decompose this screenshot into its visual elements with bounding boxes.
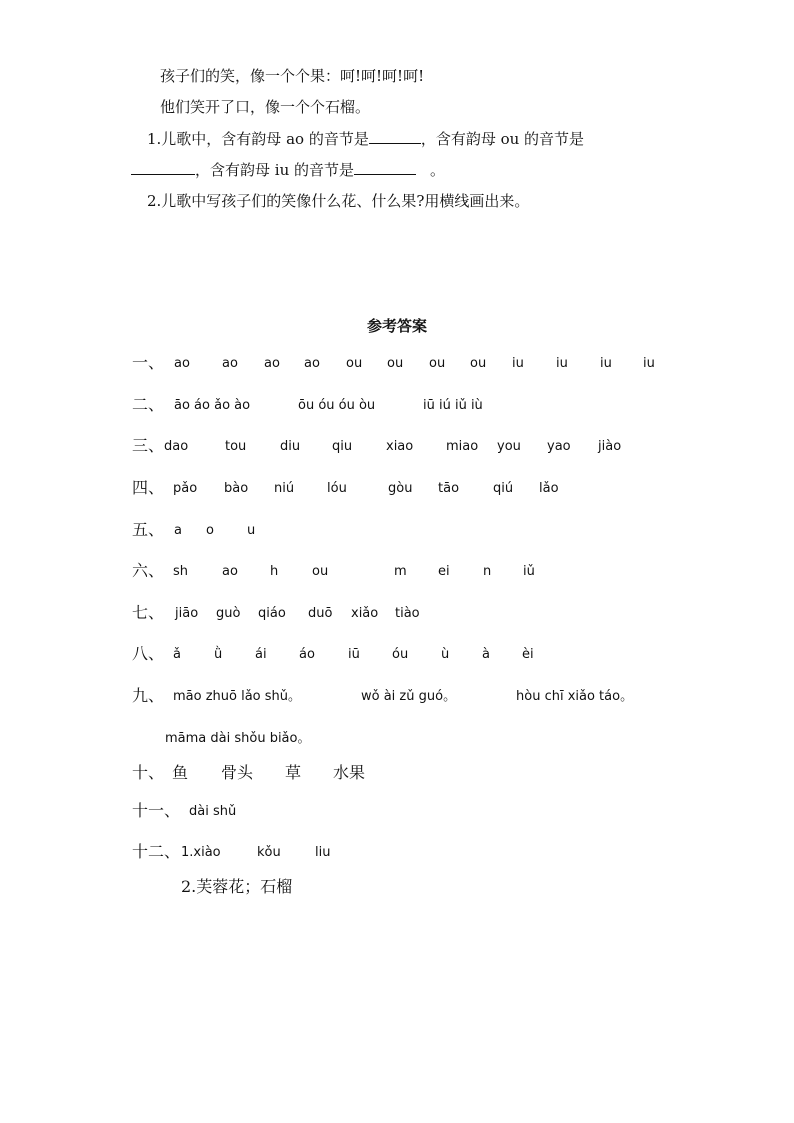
question-1-cont xyxy=(131,160,445,180)
answer-blank-ao[interactable] xyxy=(369,129,421,144)
answer-label: 三、 xyxy=(132,436,165,455)
answer-label: 十、 xyxy=(132,763,165,782)
answer-item: you xyxy=(497,439,521,454)
question-1-part3: ，含有韵母 iu 的音节是 xyxy=(195,161,354,179)
answer-item: ou xyxy=(470,356,487,371)
answer-blank-ou[interactable] xyxy=(131,160,195,175)
answer-item: u xyxy=(247,523,256,538)
answer-item: iū xyxy=(348,647,360,662)
answer-item: 2.芙蓉花；石榴 xyxy=(181,877,293,896)
answer-item: 1.xiào xyxy=(181,845,221,860)
answer-item: h xyxy=(270,564,279,579)
question-2: 2.儿歌中写孩子们的笑像什么花、什么果?用横线画出来。 xyxy=(147,192,530,210)
answer-item: lóu xyxy=(327,481,347,496)
answer-item: iu xyxy=(512,356,524,371)
poem-line-2: 他们笑开了口，像一个个石榴。 xyxy=(160,98,371,116)
answer-item: èi xyxy=(522,647,534,662)
answer-item: qiú xyxy=(493,481,514,496)
answer-item: ōu óu óu òu xyxy=(298,398,376,413)
answer-item: xiǎo xyxy=(351,606,379,621)
answer-item: 鱼 xyxy=(172,763,189,782)
answer-item: m xyxy=(394,564,407,579)
answer-item: ou xyxy=(346,356,363,371)
answer-label: 五、 xyxy=(132,520,165,539)
answer-item: 骨头 xyxy=(221,763,254,782)
answer-item: tāo xyxy=(438,481,460,496)
answer-label: 二、 xyxy=(132,395,165,414)
answer-blank-iu[interactable] xyxy=(354,160,416,175)
answer-item: lǎo xyxy=(539,481,559,496)
answer-label: 四、 xyxy=(132,478,165,497)
answer-item: iū iú iǔ iù xyxy=(423,398,483,413)
answer-item: jiào xyxy=(598,439,622,454)
answer-label: 八、 xyxy=(132,644,165,663)
answer-item: iu xyxy=(556,356,568,371)
answer-item: iu xyxy=(600,356,612,371)
answer-item: dao xyxy=(164,439,189,454)
answer-item: duō xyxy=(308,606,333,621)
answer-item: miao xyxy=(446,439,479,454)
answer-item: bào xyxy=(224,481,249,496)
answer-item: ao xyxy=(174,356,190,371)
answer-item: ao xyxy=(222,564,238,579)
answer-item: tiào xyxy=(395,606,420,621)
question-1-part1: 1.儿歌中，含有韵母 ao 的音节是 xyxy=(147,130,369,148)
answer-item: qiu xyxy=(332,439,353,454)
answer-item: guò xyxy=(216,606,241,621)
answer-item: qiáo xyxy=(258,606,286,621)
answer-item: jiāo xyxy=(175,606,199,621)
answer-item: māma dài shǒu biǎo。 xyxy=(165,731,311,746)
question-1-end: 。 xyxy=(430,161,446,179)
answer-item: wǒ ài zǔ guó。 xyxy=(361,689,457,704)
answer-item: āo áo ǎo ào xyxy=(174,398,251,413)
answer-item: 草 xyxy=(285,763,302,782)
answer-title: 参考答案 xyxy=(367,317,428,335)
answer-item: tou xyxy=(225,439,247,454)
question-1 xyxy=(147,129,584,149)
answer-item: 水果 xyxy=(333,763,366,782)
answer-label: 七、 xyxy=(132,603,165,622)
answer-item: pǎo xyxy=(173,481,198,496)
answer-item: à xyxy=(482,647,490,662)
answer-item: ǜ xyxy=(214,647,223,662)
answer-item: ou xyxy=(429,356,446,371)
answer-item: ù xyxy=(441,647,450,662)
answer-item: iu xyxy=(643,356,655,371)
answer-item: a xyxy=(174,523,182,538)
answer-item: diu xyxy=(280,439,301,454)
answer-item: ao xyxy=(264,356,280,371)
answer-item: n xyxy=(483,564,492,579)
answer-item: ei xyxy=(438,564,450,579)
answer-item: áo xyxy=(299,647,315,662)
answer-item: dài shǔ xyxy=(189,804,237,819)
answer-item: gòu xyxy=(388,481,413,496)
answer-label: 九、 xyxy=(132,686,165,705)
answer-item: ou xyxy=(387,356,404,371)
answer-item: māo zhuō lǎo shǔ。 xyxy=(173,689,302,704)
answer-item: hòu chī xiǎo táo。 xyxy=(516,689,634,704)
answer-item: kǒu xyxy=(257,845,281,860)
answer-item: ái xyxy=(255,647,267,662)
answer-label: 一、 xyxy=(132,353,165,372)
answer-label: 十一、 xyxy=(132,801,181,820)
answer-item: sh xyxy=(173,564,189,579)
answer-item: ao xyxy=(222,356,238,371)
answer-item: ǎ xyxy=(173,647,181,662)
answer-item: ou xyxy=(312,564,329,579)
answer-item: o xyxy=(206,523,214,538)
answer-item: ao xyxy=(304,356,320,371)
answer-label: 十二、 xyxy=(132,842,181,861)
answer-item: óu xyxy=(392,647,409,662)
answer-item: niú xyxy=(274,481,295,496)
answer-label: 六、 xyxy=(132,561,165,580)
poem-line-1: 孩子们的笑，像一个个果：呵!呵!呵!呵! xyxy=(160,67,425,85)
answer-item: liu xyxy=(315,845,331,860)
answer-item: yao xyxy=(547,439,571,454)
question-1-part2: ，含有韵母 ou 的音节是 xyxy=(420,130,585,148)
answer-item: xiao xyxy=(386,439,414,454)
answer-item: iǔ xyxy=(523,564,535,579)
